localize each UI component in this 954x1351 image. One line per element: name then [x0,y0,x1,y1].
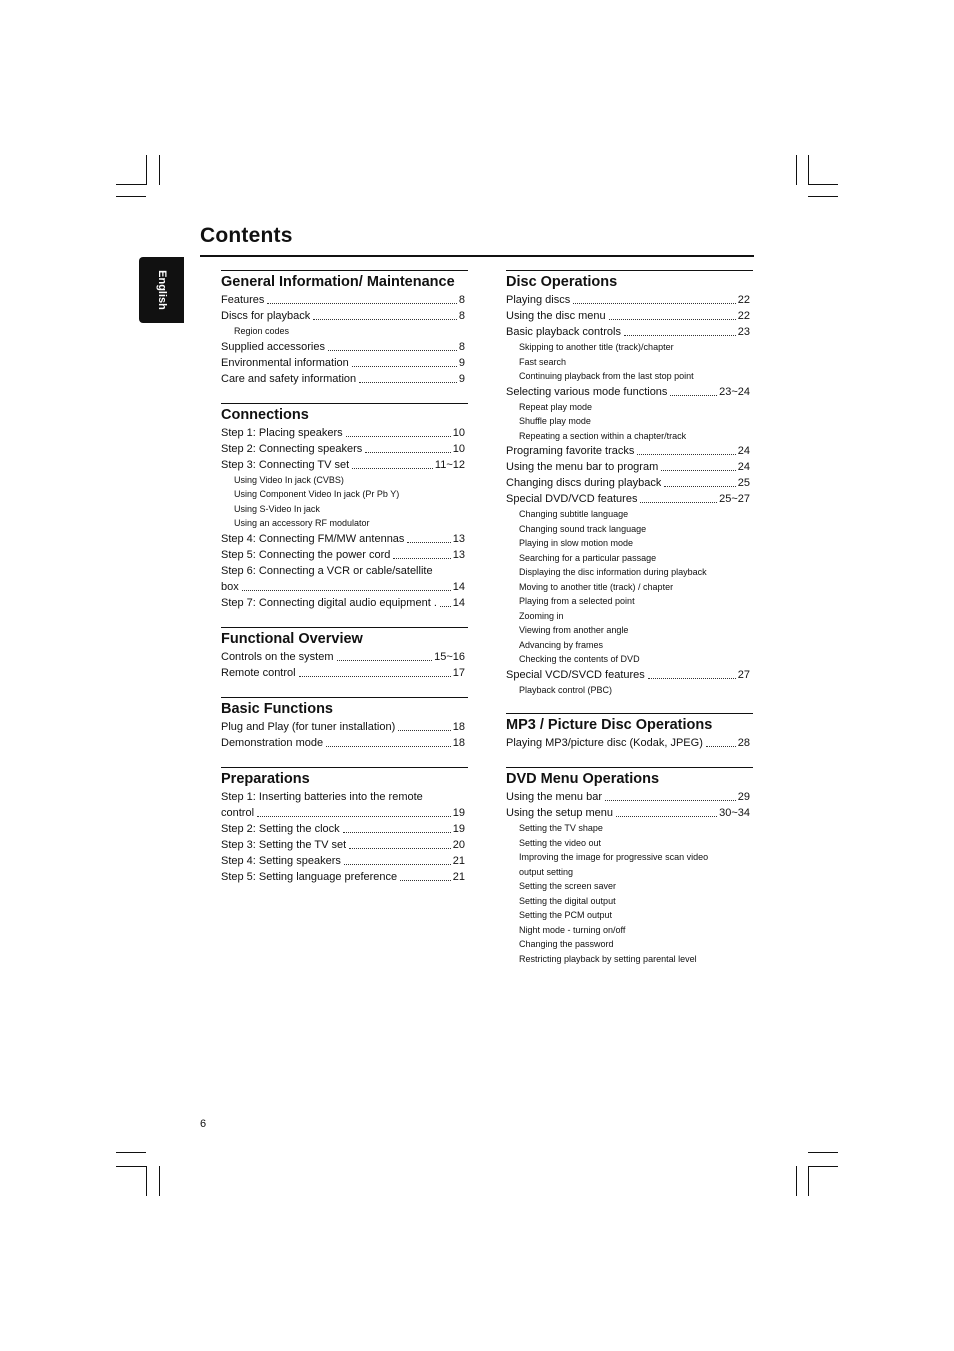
toc-subentry: output setting [519,866,574,877]
toc-section [221,270,468,387]
toc-subentry: Using an accessory RF modulator [234,518,370,528]
toc-subentry: Moving to another title (track) / chapter [519,581,674,592]
dot-leader [609,319,736,320]
toc-section [506,713,753,751]
toc-entry[interactable] [506,443,753,459]
toc-page-number: 30~34 [719,807,750,819]
toc-subentry: Setting the PCM output [519,910,613,920]
section-heading: Preparations [221,770,310,787]
toc-page-number: 9 [458,356,465,369]
toc-subentry: Continuing playback from the last stop point [519,371,694,381]
toc-subentry: Region codes [234,326,290,336]
page-title: Contents [200,224,293,247]
toc-entry-text: box [221,580,239,593]
toc-page-number: 14 [452,596,465,609]
toc-section [221,403,468,611]
toc-entry[interactable] [506,789,753,805]
dot-leader [299,676,451,677]
dot-leader [573,303,736,304]
language-tab-label: English [155,270,168,310]
toc-subentry: Searching for a particular passage [519,552,657,563]
toc-entry[interactable] [221,371,468,387]
toc-entry-text: Special DVD/VCD features [506,493,638,505]
dot-leader [624,335,736,336]
dot-leader [407,542,450,543]
toc-entry-text: Discs for playback [221,310,311,322]
section-heading: Basic Functions [221,700,333,717]
toc-entry[interactable] [506,292,753,308]
toc-entry[interactable] [221,308,468,324]
toc-subentry: Zooming in [519,610,564,621]
dot-leader [343,832,451,833]
toc-entry-text: Controls on the system [221,650,334,663]
section-heading: DVD Menu Operations [506,771,660,787]
toc-page-number: 8 [458,340,465,353]
toc-subentry: Changing the password [519,939,614,949]
toc-subentry: Changing sound track language [519,523,647,534]
section-heading: Connections [221,406,309,423]
toc-entry[interactable] [221,665,468,681]
toc-entry[interactable] [506,475,753,491]
toc-entry-text: Supplied accessories [221,340,325,353]
toc-page-number: 19 [452,822,465,835]
toc-entry[interactable] [221,837,468,853]
toc-page-number: 24 [737,461,750,473]
toc-subentry: Repeating a section within a chapter/track [519,430,687,441]
toc-page-number: 10 [452,426,465,439]
dot-leader [257,816,451,817]
toc-page-number: 20 [452,838,465,851]
toc-entry[interactable] [221,531,468,547]
toc-entry-text: Playing discs [506,294,571,306]
toc-entry-text: Special VCD/SVCD features [506,668,645,681]
toc-page-number: 27 [737,668,750,681]
toc-entry[interactable] [506,735,753,751]
toc-entry[interactable] [221,735,468,751]
toc-entry[interactable] [506,324,753,340]
toc-page-number: 18 [452,720,465,733]
section-heading: MP3 / Picture Disc Operations [506,717,713,733]
toc-page-number: 25 [737,477,750,489]
dot-leader [344,864,451,865]
toc-subentry: Repeat play mode [519,401,593,412]
toc-page-number: 18 [452,736,465,749]
dot-leader [400,880,451,881]
toc-entry-text: Changing discs during playback [506,477,662,489]
dot-leader [661,470,736,471]
toc-entry-text: Step 1: Inserting batteries into the remote [221,790,423,803]
dot-leader [359,382,457,383]
toc-entry-text: Step 4: Setting speakers [221,854,341,867]
toc-subentry: Fast search [519,356,567,367]
toc-entry[interactable] [221,853,468,869]
toc-entry[interactable] [221,425,468,441]
toc-subentry: Using Video In jack (CVBS) [234,474,344,485]
toc-section [506,270,753,697]
dot-leader [393,558,450,559]
toc-entry[interactable] [221,563,468,595]
toc-page-number: 13 [452,548,465,561]
dot-leader [349,848,451,849]
toc-subentry: Setting the digital output [519,895,616,906]
toc-entry[interactable] [506,667,753,683]
toc-entry[interactable] [221,457,468,473]
toc-page-number: 23~24 [719,385,750,398]
language-tab [139,257,184,323]
section-heading: Disc Operations [506,274,618,290]
dot-leader [648,678,736,679]
toc-entry[interactable] [221,869,468,885]
dot-leader [605,800,736,801]
toc-page-number: 19 [452,806,465,819]
toc-page-number: 17 [452,666,465,679]
toc-subentry: Night mode - turning on/off [519,924,626,935]
toc-entry-text: Playing MP3/picture disc (Kodak, JPEG) [506,737,703,749]
toc-entry[interactable] [221,441,468,457]
dot-leader [670,395,717,396]
toc-entry-continuation [221,805,468,821]
toc-subentry: Using Component Video In jack (Pr Pb Y) [234,489,400,499]
dot-leader [440,606,451,607]
toc-entry[interactable] [221,292,468,308]
toc-entry-text: Step 5: Connecting the power cord [221,548,391,561]
toc-page-number: 23 [737,326,750,338]
dot-leader [313,319,457,320]
toc-entry-continuation [221,579,468,595]
toc-entry[interactable] [221,595,468,611]
dot-leader [664,486,735,487]
toc-entry-text: Using the disc menu [506,310,606,322]
toc-subentry: Shuffle play mode [519,416,591,426]
toc-right-column [506,270,753,982]
toc-entry-text: Step 6: Connecting a VCR or cable/satellite [221,564,433,577]
toc-entry-text: Basic playback controls [506,326,621,338]
toc-page-number: 24 [737,445,750,457]
toc-entry-text: Features [221,294,265,306]
toc-page-number: 28 [737,737,750,749]
toc-subentry: Playback control (PBC) [519,684,613,695]
toc-subentry: Viewing from another angle [519,625,629,635]
toc-page-number: 21 [452,854,465,867]
toc-section [221,767,468,885]
toc-section [506,767,753,966]
toc-entry-text: Step 3: Setting the TV set [221,838,347,851]
toc-subentry: Displaying the disc information during playback [519,567,707,577]
dot-leader [706,746,736,747]
dot-leader [640,502,717,503]
toc-subentry: Checking the contents of DVD [519,654,640,664]
toc-subentry: Setting the TV shape [519,823,603,833]
toc-entry-text: Care and safety information [221,372,357,385]
toc-page-number: 13 [452,532,465,545]
dot-leader [326,746,451,747]
toc-entry-text: Using the setup menu [506,807,614,819]
toc-subentry: Playing from a selected point [519,596,635,606]
dot-leader [352,366,457,367]
toc-entry-text: Step 2: Setting the clock [221,822,340,835]
toc-left-column [221,270,468,901]
dot-leader [346,436,451,437]
toc-subentry: Changing subtitle language [519,509,629,519]
toc-entry[interactable] [221,789,468,821]
toc-entry-text: Step 4: Connecting FM/MW antennas [221,532,405,545]
toc-subentry: Advancing by frames [519,639,604,650]
toc-entry[interactable] [221,355,468,371]
toc-entry-text: Step 2: Connecting speakers [221,442,363,455]
toc-section [221,697,468,751]
toc-section [221,627,468,681]
toc-page-number: 8 [458,294,465,306]
toc-entry-text: Environmental information [221,356,349,369]
toc-subentry: Improving the image for progressive scan video [519,852,709,862]
toc-subentry: Setting the video out [519,837,602,848]
toc-page-number: 11~12 [434,458,465,471]
toc-entry-text: control [221,806,255,819]
toc-page-number: 22 [737,310,750,322]
toc-page-number: 29 [737,791,750,803]
toc-subentry: Skipping to another title (track)/chapter [519,342,674,352]
section-heading: Functional Overview [221,630,363,647]
dot-leader [337,660,433,661]
toc-entry[interactable] [221,649,468,665]
toc-entry-text: Using the menu bar [506,791,602,803]
toc-page-number: 8 [458,310,465,322]
dot-leader [328,350,457,351]
toc-page-number: 9 [458,372,465,385]
toc-page-number: 25~27 [719,493,750,505]
toc-page-number: 10 [452,442,465,455]
toc-entry-text: Selecting various mode functions [506,385,668,398]
toc-entry[interactable] [506,384,753,400]
toc-entry[interactable] [221,821,468,837]
toc-entry-text: Step 7: Connecting digital audio equipment . [221,596,437,609]
toc-entry[interactable] [506,459,753,475]
toc-page-number: 14 [452,580,465,593]
title-divider [200,255,754,257]
toc-entry[interactable] [506,308,753,324]
toc-entry-text: Plug and Play (for tuner installation) [221,720,396,733]
dot-leader [398,730,450,731]
toc-page-number: 22 [737,294,750,306]
dot-leader [616,816,717,817]
toc-entry-text: Programing favorite tracks [506,445,635,457]
toc-entry[interactable] [221,547,468,563]
toc-entry[interactable] [221,339,468,355]
toc-entry-text: Step 1: Placing speakers [221,426,343,439]
toc-entry[interactable] [221,719,468,735]
section-heading: General Information/ Maintenance [221,274,455,290]
dot-leader [365,452,450,453]
toc-entry-text: Using the menu bar to program [506,461,659,473]
dot-leader [267,303,456,304]
toc-subentry: Using S-Video In jack [234,503,320,514]
toc-entry-text: Demonstration mode [221,736,324,749]
toc-entry-text: Remote control [221,666,296,679]
toc-page-number: 15~16 [434,650,465,663]
toc-subentry: Playing in slow motion mode [519,538,634,548]
toc-subentry: Setting the screen saver [519,881,617,891]
dot-leader [352,468,433,469]
toc-entry-text: Step 5: Setting language preference [221,870,398,883]
dot-leader [242,590,451,591]
toc-entry-text: Step 3: Connecting TV set [221,458,350,471]
toc-entry[interactable] [506,491,753,507]
page-number: 6 [200,1118,207,1130]
dot-leader [637,454,735,455]
toc-page-number: 21 [452,870,465,883]
toc-subentry: Restricting playback by setting parental level [519,953,697,964]
toc-entry[interactable] [506,805,753,821]
